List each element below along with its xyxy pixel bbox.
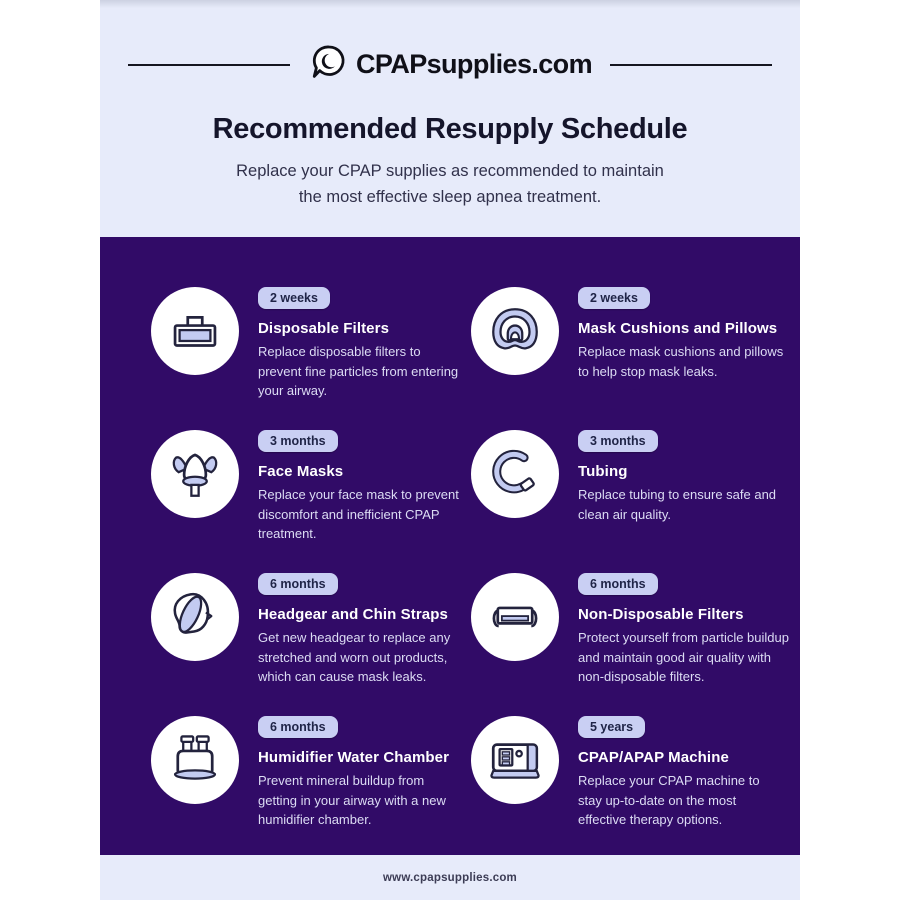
item-cpap-apap-machine <box>471 716 791 859</box>
item-humidifier-water-chamber <box>151 716 471 859</box>
brand-logo <box>308 42 592 87</box>
subtitle-line-1: Replace your CPAP supplies as recommended to maintain <box>236 162 664 180</box>
item-title: Face Masks <box>258 463 344 480</box>
headgear-chin-strap-icon <box>166 588 224 646</box>
item-face-masks <box>151 430 471 573</box>
face-mask-icon <box>166 445 224 503</box>
item-tubing <box>471 430 791 573</box>
interval-badge: 2 weeks <box>578 287 650 309</box>
item-disposable-filters <box>151 287 471 430</box>
item-title: Tubing <box>578 463 628 480</box>
item-title: Humidifier Water Chamber <box>258 749 450 766</box>
interval-badge: 6 months <box>258 716 338 738</box>
disposable-filter-icon <box>166 302 224 360</box>
item-icon-circle <box>471 716 559 804</box>
item-icon-circle <box>151 716 239 804</box>
footer <box>100 855 800 900</box>
interval-badge: 3 months <box>258 430 338 452</box>
brand-wordmark: CPAPsupplies.com <box>356 49 592 79</box>
item-icon-circle <box>471 430 559 518</box>
interval-badge: 6 months <box>578 573 658 595</box>
logo-row <box>128 0 772 87</box>
subtitle-line-2: the most effective sleep apnea treatment. <box>298 188 602 207</box>
page-title: Recommended Resupply Schedule <box>212 113 688 145</box>
item-title: CPAP/APAP Machine <box>578 749 729 766</box>
item-description: Prevent mineral buildup from getting in your airway with a new humidifier chamber. <box>258 773 446 827</box>
item-title: Non-Disposable Filters <box>578 606 744 623</box>
resupply-panel <box>100 237 800 855</box>
item-description: Replace your CPAP machine to stay up-to-date on the most effective therapy options. <box>578 773 760 827</box>
item-description: Protect yourself from particle buildup and maintain good air quality with non-disposable filters. <box>578 630 789 684</box>
top-shadow <box>100 0 800 8</box>
interval-badge: 2 weeks <box>258 287 330 309</box>
interval-badge: 5 years <box>578 716 645 738</box>
divider-line-right <box>610 64 772 66</box>
item-icon-circle <box>471 287 559 375</box>
items-grid <box>100 237 800 859</box>
item-description: Replace your face mask to prevent discomfort and inefficient CPAP treatment. <box>258 487 459 541</box>
non-disposable-filter-icon <box>486 588 544 646</box>
divider-line-left <box>128 64 290 66</box>
interval-badge: 6 months <box>258 573 338 595</box>
item-non-disposable-filters <box>471 573 791 716</box>
item-icon-circle <box>151 573 239 661</box>
humidifier-water-chamber-icon <box>166 731 224 789</box>
item-icon-circle <box>151 430 239 518</box>
item-description: Replace disposable filters to prevent fine particles from entering your airway. <box>258 344 459 398</box>
footer-url: www.cpapsupplies.com <box>383 871 517 884</box>
item-description: Get new headgear to replace any stretched and worn out products, which can cause mask leaks. <box>258 630 451 684</box>
moon-chat-bubble-icon <box>308 42 348 87</box>
cpap-apap-machine-icon <box>486 731 544 789</box>
item-mask-cushions <box>471 287 791 430</box>
item-headgear-chin-straps <box>151 573 471 716</box>
item-icon-circle <box>471 573 559 661</box>
infographic-sheet <box>100 0 800 900</box>
page-subtitle <box>100 158 800 211</box>
item-title: Mask Cushions and Pillows <box>578 320 778 337</box>
interval-badge: 3 months <box>578 430 658 452</box>
mask-cushion-icon <box>486 302 544 360</box>
item-description: Replace tubing to ensure safe and clean air quality. <box>578 487 777 522</box>
item-description: Replace mask cushions and pillows to help stop mask leaks. <box>578 344 784 379</box>
item-icon-circle <box>151 287 239 375</box>
tubing-icon <box>486 445 544 503</box>
item-title: Headgear and Chin Straps <box>258 606 448 623</box>
item-title: Disposable Filters <box>258 320 390 337</box>
